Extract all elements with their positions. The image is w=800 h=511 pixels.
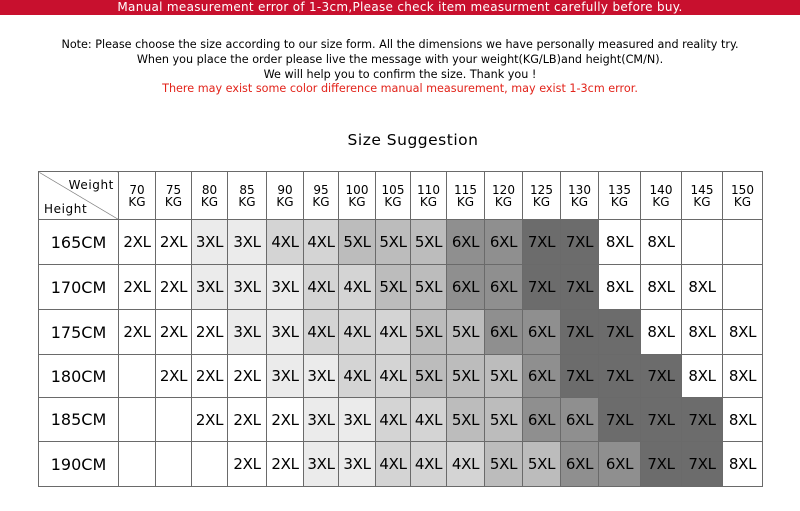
size-cell: 2XL: [119, 220, 156, 265]
size-cell: 6XL: [561, 398, 599, 442]
size-cell: 8XL: [641, 220, 682, 265]
size-cell: 5XL: [411, 355, 447, 398]
size-cell: 2XL: [228, 442, 267, 487]
weight-header-cell: [119, 172, 156, 220]
size-cell: 8XL: [723, 442, 763, 487]
size-cell: 2XL: [267, 442, 304, 487]
weight-header-cell: [376, 172, 411, 220]
size-cell: 3XL: [304, 398, 339, 442]
size-cell: 7XL: [682, 398, 723, 442]
weight-unit: KG: [494, 194, 513, 209]
height-label: 175CM: [39, 310, 119, 355]
weight-header-cell: [641, 172, 682, 220]
size-cell: 7XL: [561, 265, 599, 310]
size-cell: 7XL: [523, 220, 561, 265]
size-cell: 6XL: [485, 310, 523, 355]
weight-unit: KG: [384, 194, 402, 209]
size-cell: 2XL: [156, 265, 192, 310]
size-cell: 8XL: [599, 265, 641, 310]
size-cell: 4XL: [411, 398, 447, 442]
size-cell: 8XL: [641, 310, 682, 355]
size-cell: 8XL: [682, 355, 723, 398]
size-cell: 4XL: [411, 442, 447, 487]
size-cell: [723, 220, 763, 265]
weight-header-cell: [485, 172, 523, 220]
size-cell: 2XL: [156, 355, 192, 398]
size-cell: 3XL: [228, 310, 267, 355]
size-cell: 4XL: [376, 442, 411, 487]
weight-header-row: [39, 172, 763, 220]
weight-value: 105: [381, 182, 405, 197]
size-cell: 3XL: [304, 355, 339, 398]
note-line-1: Note: Please choose the size according to our size form. All the dimensions we have personally measured and reality try.: [61, 38, 739, 51]
weight-header-cell: [723, 172, 763, 220]
size-cell: 4XL: [376, 398, 411, 442]
weight-unit: KG: [610, 194, 629, 209]
weight-unit: KG: [348, 194, 366, 209]
size-cell: 5XL: [523, 442, 561, 487]
size-cell: 5XL: [485, 398, 523, 442]
weight-axis-label: Weight: [68, 178, 114, 192]
weight-value: 70: [129, 182, 145, 197]
weight-unit: KG: [693, 194, 711, 209]
weight-value: 140: [649, 182, 673, 197]
height-label: 185CM: [39, 398, 119, 442]
size-cell: 2XL: [119, 265, 156, 310]
weight-value: 145: [690, 182, 714, 197]
size-cell: [156, 442, 192, 487]
weight-value: 135: [608, 182, 631, 197]
warning-banner: Manual measurement error of 1-3cm,Please check item measurment carefully before buy.: [0, 0, 800, 15]
height-label: 165CM: [39, 220, 119, 265]
size-cell: 4XL: [304, 265, 339, 310]
size-cell: 2XL: [119, 310, 156, 355]
size-cell: 2XL: [228, 355, 267, 398]
size-cell: 8XL: [682, 310, 723, 355]
size-cell: 4XL: [304, 220, 339, 265]
weight-header-cell: [523, 172, 561, 220]
size-cell: 3XL: [192, 220, 228, 265]
weight-value: 80: [201, 182, 218, 197]
size-cell: 4XL: [447, 442, 485, 487]
weight-unit: KG: [164, 194, 183, 209]
size-cell: 4XL: [376, 355, 411, 398]
weight-unit: KG: [733, 194, 752, 209]
size-cell: 5XL: [376, 220, 411, 265]
size-cell: 4XL: [267, 220, 304, 265]
weight-header-cell: [267, 172, 304, 220]
corner-cell: [39, 172, 119, 220]
height-label: 180CM: [39, 355, 119, 398]
size-cell: 6XL: [523, 398, 561, 442]
weight-header-cell: [599, 172, 641, 220]
size-cell: 3XL: [339, 442, 376, 487]
size-chart-table: [38, 171, 763, 487]
weight-unit: KG: [456, 194, 475, 209]
size-cell: 3XL: [339, 398, 376, 442]
size-cell: 7XL: [561, 310, 599, 355]
size-cell: 3XL: [267, 355, 304, 398]
size-cell: 2XL: [192, 355, 228, 398]
note-line-3: We will help you to confirm the size. Thank you !: [263, 67, 537, 81]
size-cell: 2XL: [267, 398, 304, 442]
size-cell: 7XL: [641, 442, 682, 487]
size-cell: 7XL: [561, 355, 599, 398]
weight-value: 150: [731, 182, 754, 197]
size-cell: 6XL: [523, 310, 561, 355]
size-cell: 8XL: [599, 220, 641, 265]
weight-unit: KG: [200, 194, 219, 209]
weight-header-cell: [156, 172, 192, 220]
size-cell: 6XL: [485, 265, 523, 310]
size-cell: 2XL: [192, 398, 228, 442]
size-cell: 2XL: [156, 310, 192, 355]
weight-header-cell: [192, 172, 228, 220]
note-line-2: When you place the order please live the message with your weight(KG/LB)and height(CM/N).: [136, 52, 664, 66]
weight-unit: KG: [238, 194, 256, 209]
size-cell: 7XL: [599, 310, 641, 355]
weight-value: 75: [165, 182, 182, 197]
size-cell: 7XL: [641, 355, 682, 398]
size-cell: 7XL: [682, 442, 723, 487]
size-cell: 8XL: [641, 265, 682, 310]
size-cell: 8XL: [682, 265, 723, 310]
size-cell: 7XL: [599, 355, 641, 398]
weight-unit: KG: [312, 194, 330, 209]
weight-unit: KG: [128, 194, 146, 209]
height-row: [39, 220, 763, 265]
size-cell: [119, 355, 156, 398]
height-row: [39, 398, 763, 442]
weight-unit: KG: [419, 194, 438, 209]
size-cell: 3XL: [267, 265, 304, 310]
weight-value: 110: [417, 182, 440, 197]
weight-header-cell: [682, 172, 723, 220]
weight-header-cell: [447, 172, 485, 220]
weight-value: 85: [239, 182, 255, 197]
size-cell: 4XL: [339, 355, 376, 398]
size-cell: [119, 442, 156, 487]
size-cell: 3XL: [228, 220, 267, 265]
weight-header-cell: [228, 172, 267, 220]
size-cell: 6XL: [485, 220, 523, 265]
size-cell: 4XL: [376, 310, 411, 355]
size-cell: [156, 398, 192, 442]
size-cell: [192, 442, 228, 487]
size-cell: 5XL: [447, 310, 485, 355]
size-cell: 6XL: [447, 220, 485, 265]
weight-value: 125: [530, 182, 553, 197]
weight-unit: KG: [532, 194, 551, 209]
weight-header-cell: [339, 172, 376, 220]
weight-value: 130: [568, 182, 591, 197]
size-cell: 5XL: [411, 310, 447, 355]
size-cell: [119, 398, 156, 442]
height-row: [39, 442, 763, 487]
size-cell: 2XL: [228, 398, 267, 442]
weight-value: 90: [277, 182, 293, 197]
weight-value: 120: [492, 182, 515, 197]
size-cell: 4XL: [339, 265, 376, 310]
height-row: [39, 265, 763, 310]
size-cell: 4XL: [304, 310, 339, 355]
size-cell: [723, 265, 763, 310]
weight-value: 100: [345, 182, 369, 197]
height-row: [39, 310, 763, 355]
size-cell: 8XL: [723, 398, 763, 442]
size-cell: 3XL: [267, 310, 304, 355]
height-axis-label: Height: [44, 202, 88, 216]
size-cell: 7XL: [599, 398, 641, 442]
weight-header-cell: [561, 172, 599, 220]
size-cell: 5XL: [339, 220, 376, 265]
size-cell: 6XL: [599, 442, 641, 487]
weight-header-cell: [304, 172, 339, 220]
size-cell: 6XL: [447, 265, 485, 310]
height-label: 190CM: [39, 442, 119, 487]
note-line-4-warning: There may exist some color difference manual measurement, may exist 1-3cm error.: [162, 82, 638, 96]
weight-header-cell: [411, 172, 447, 220]
size-cell: 8XL: [723, 355, 763, 398]
height-row: [39, 355, 763, 398]
size-cell: 5XL: [447, 355, 485, 398]
size-cell: 5XL: [485, 355, 523, 398]
size-suggestion-title: Size Suggestion: [347, 131, 479, 149]
size-cell: 2XL: [192, 310, 228, 355]
size-cell: 7XL: [641, 398, 682, 442]
size-cell: 3XL: [228, 265, 267, 310]
weight-unit: KG: [652, 194, 670, 209]
weight-value: 115: [454, 182, 477, 197]
size-cell: 4XL: [339, 310, 376, 355]
size-cell: 7XL: [523, 265, 561, 310]
size-cell: 5XL: [447, 398, 485, 442]
size-cell: 5XL: [411, 265, 447, 310]
size-cell: 6XL: [561, 442, 599, 487]
size-cell: 5XL: [485, 442, 523, 487]
weight-unit: KG: [570, 194, 589, 209]
size-note: [0, 38, 800, 97]
size-cell: 6XL: [523, 355, 561, 398]
weight-value: 95: [313, 182, 329, 197]
weight-unit: KG: [276, 194, 294, 209]
size-cell: 7XL: [561, 220, 599, 265]
size-cell: 5XL: [411, 220, 447, 265]
size-cell: 8XL: [723, 310, 763, 355]
height-label: 170CM: [39, 265, 119, 310]
size-cell: 5XL: [376, 265, 411, 310]
size-cell: 3XL: [192, 265, 228, 310]
size-cell: 2XL: [156, 220, 192, 265]
size-cell: 3XL: [304, 442, 339, 487]
size-cell: [682, 220, 723, 265]
